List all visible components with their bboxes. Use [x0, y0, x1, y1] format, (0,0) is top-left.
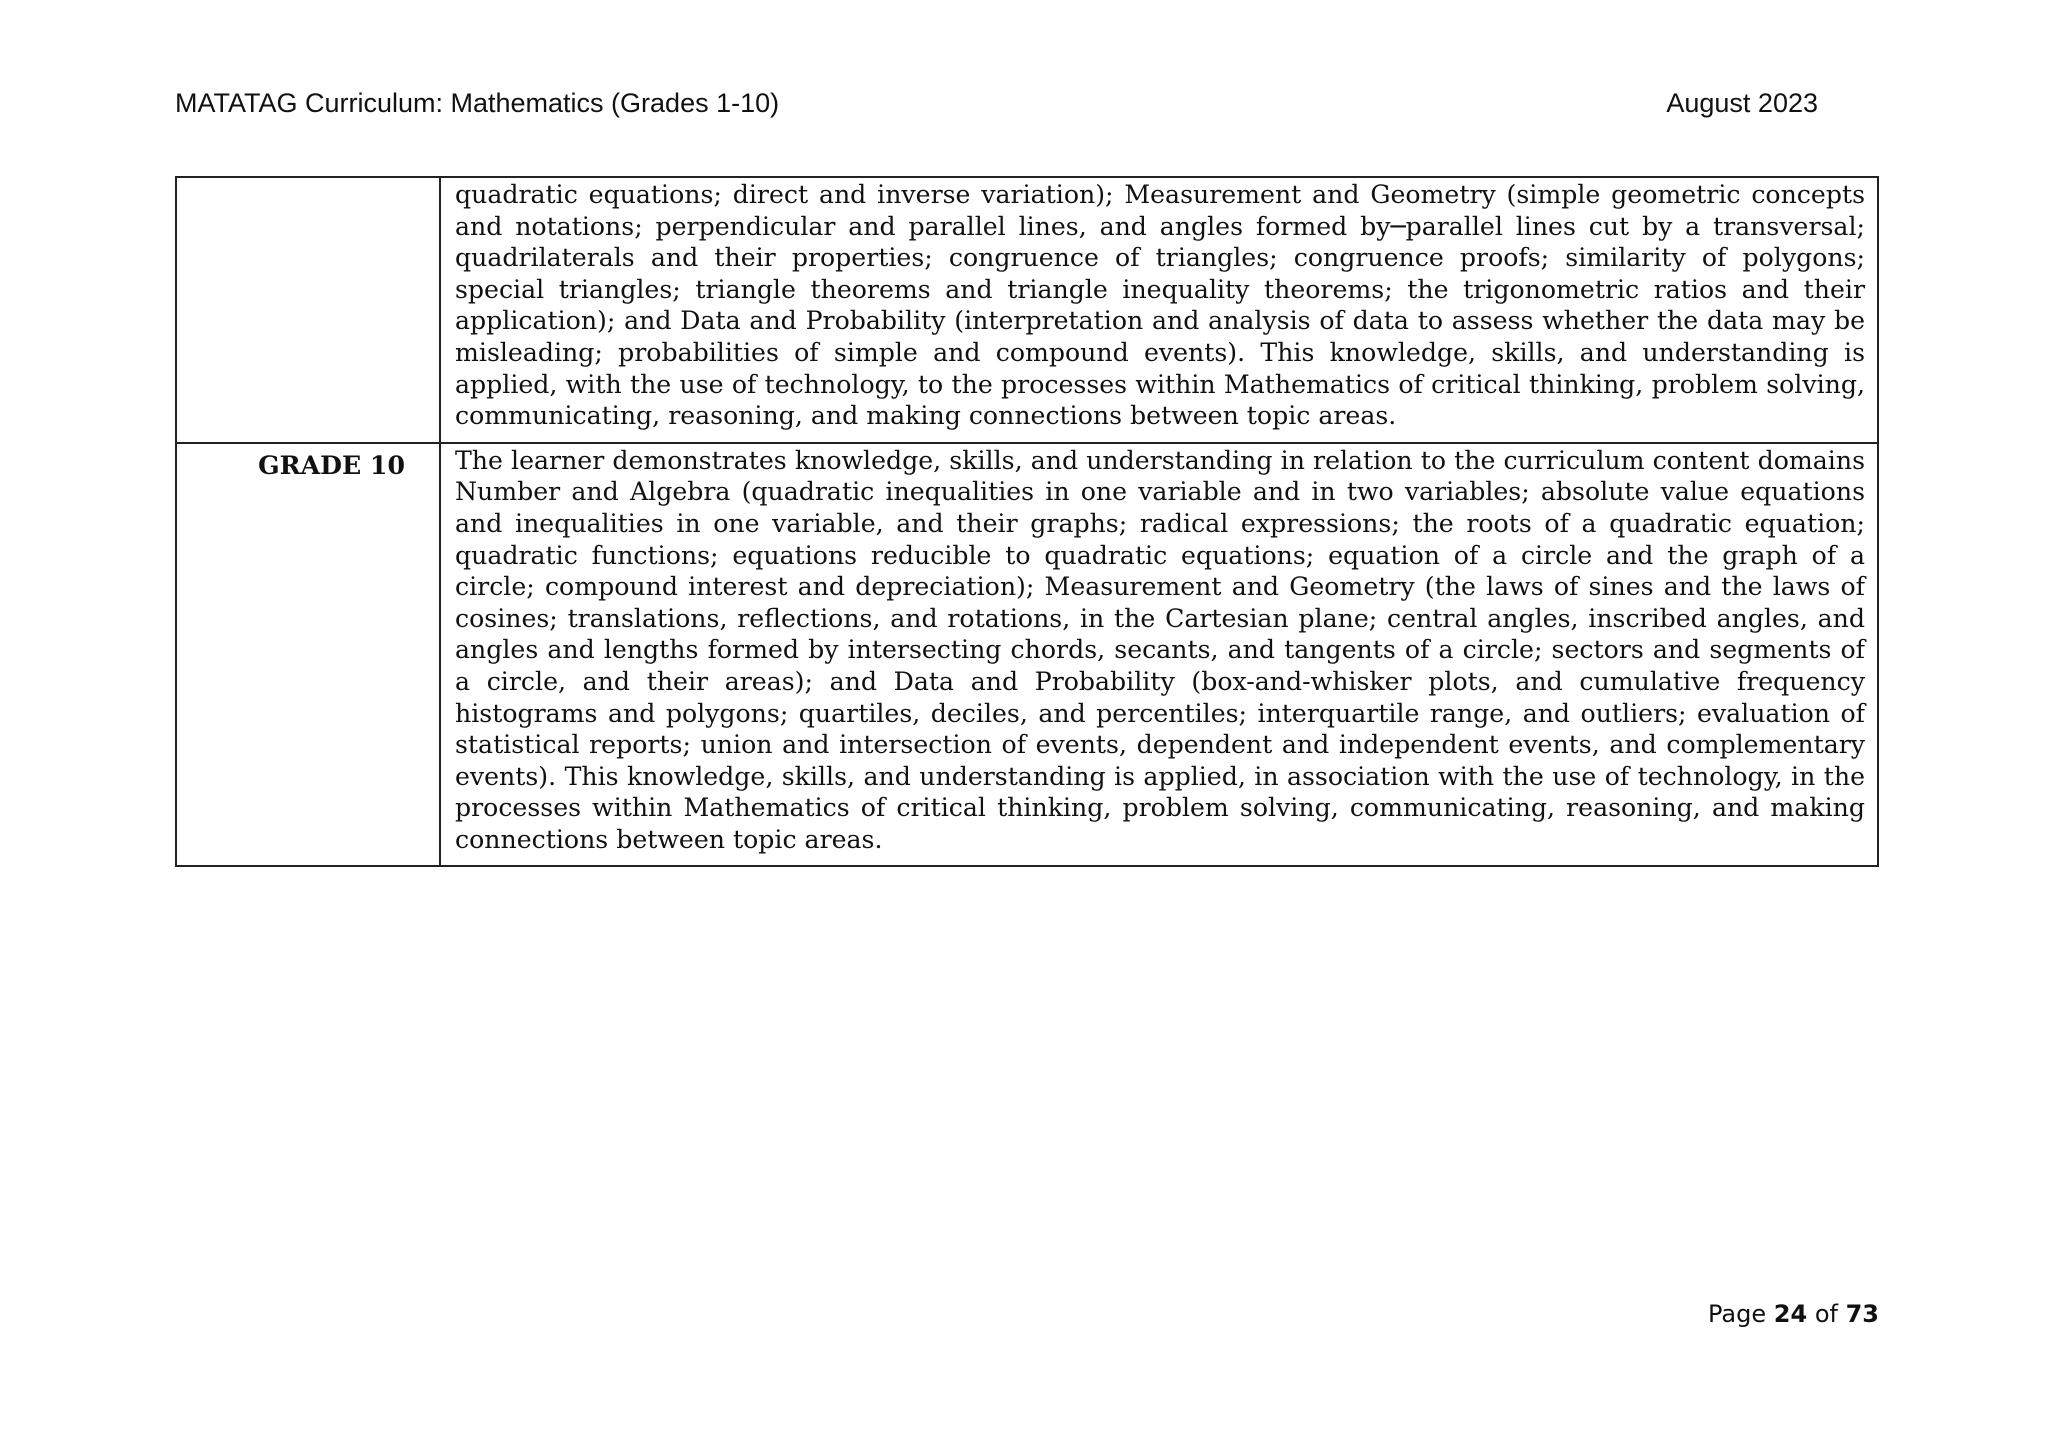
- grade-cell: [176, 177, 440, 443]
- curriculum-table: [175, 176, 1879, 867]
- table-row: [176, 177, 1878, 443]
- description-cell: The learner demonstrates knowledge, skills, and understanding in relation to the curriculum content domains Number and Algebra (quadratic inequalities in one variable and in two variables; absolute value equations and inequalities in one variable, and their graphs; radical expressions; the roots of a quadratic equation; quadratic functions; equations reducible to quadratic equations; equation of a circle and the graph of a circle; compound interest and depreciation); Measurement and Geometry (the laws of sines and the laws of cosines; translations, reflections, and rotations, in the Cartesian plane; central angles, inscribed angles, and angles and lengths formed by intersecting chords, secants, and tangents of a circle; sectors and segments of a circle, and their areas); and Data and Probability (box-and-whisker plots, and cumulative frequency histograms and polygons; quartiles, deciles, and percentiles; interquartile range, and outliers; evaluation of statistical reports; union and intersection of events, dependent and independent events, and complementary events). This knowledge, skills, and understanding is applied, in association with the use of technology, in the processes within Mathematics of critical thinking, problem solving, communicating, reasoning, and making connections between topic areas.: [440, 443, 1878, 867]
- document-date: August 2023: [1666, 88, 1818, 118]
- page-word: Page: [1708, 1300, 1767, 1328]
- current-page-number: 24: [1773, 1300, 1808, 1328]
- document-title: MATATAG Curriculum: Mathematics (Grades 1-10): [175, 88, 780, 118]
- table-row: [176, 443, 1878, 867]
- page-number-footer: [1708, 1300, 1879, 1328]
- of-word: of: [1814, 1300, 1838, 1328]
- description-cell: quadratic equations; direct and inverse variation); Measurement and Geometry (simple geometric concepts and notations; perpendicular and parallel lines, and angles formed by─parallel lines cut by a transversal; quadrilaterals and their properties; congruence of triangles; congruence proofs; similarity of polygons; special triangles; triangle theorems and triangle inequality theorems; the trigonometric ratios and their application); and Data and Probability (interpretation and analysis of data to assess whether the data may be misleading; probabilities of simple and compound events). This knowledge, skills, and understanding is applied, with the use of technology, to the processes within Mathematics of critical thinking, problem solving, communicating, reasoning, and making connections between topic areas.: [440, 177, 1878, 443]
- total-pages: 73: [1845, 1300, 1879, 1328]
- grade-cell: GRADE 10: [176, 443, 440, 867]
